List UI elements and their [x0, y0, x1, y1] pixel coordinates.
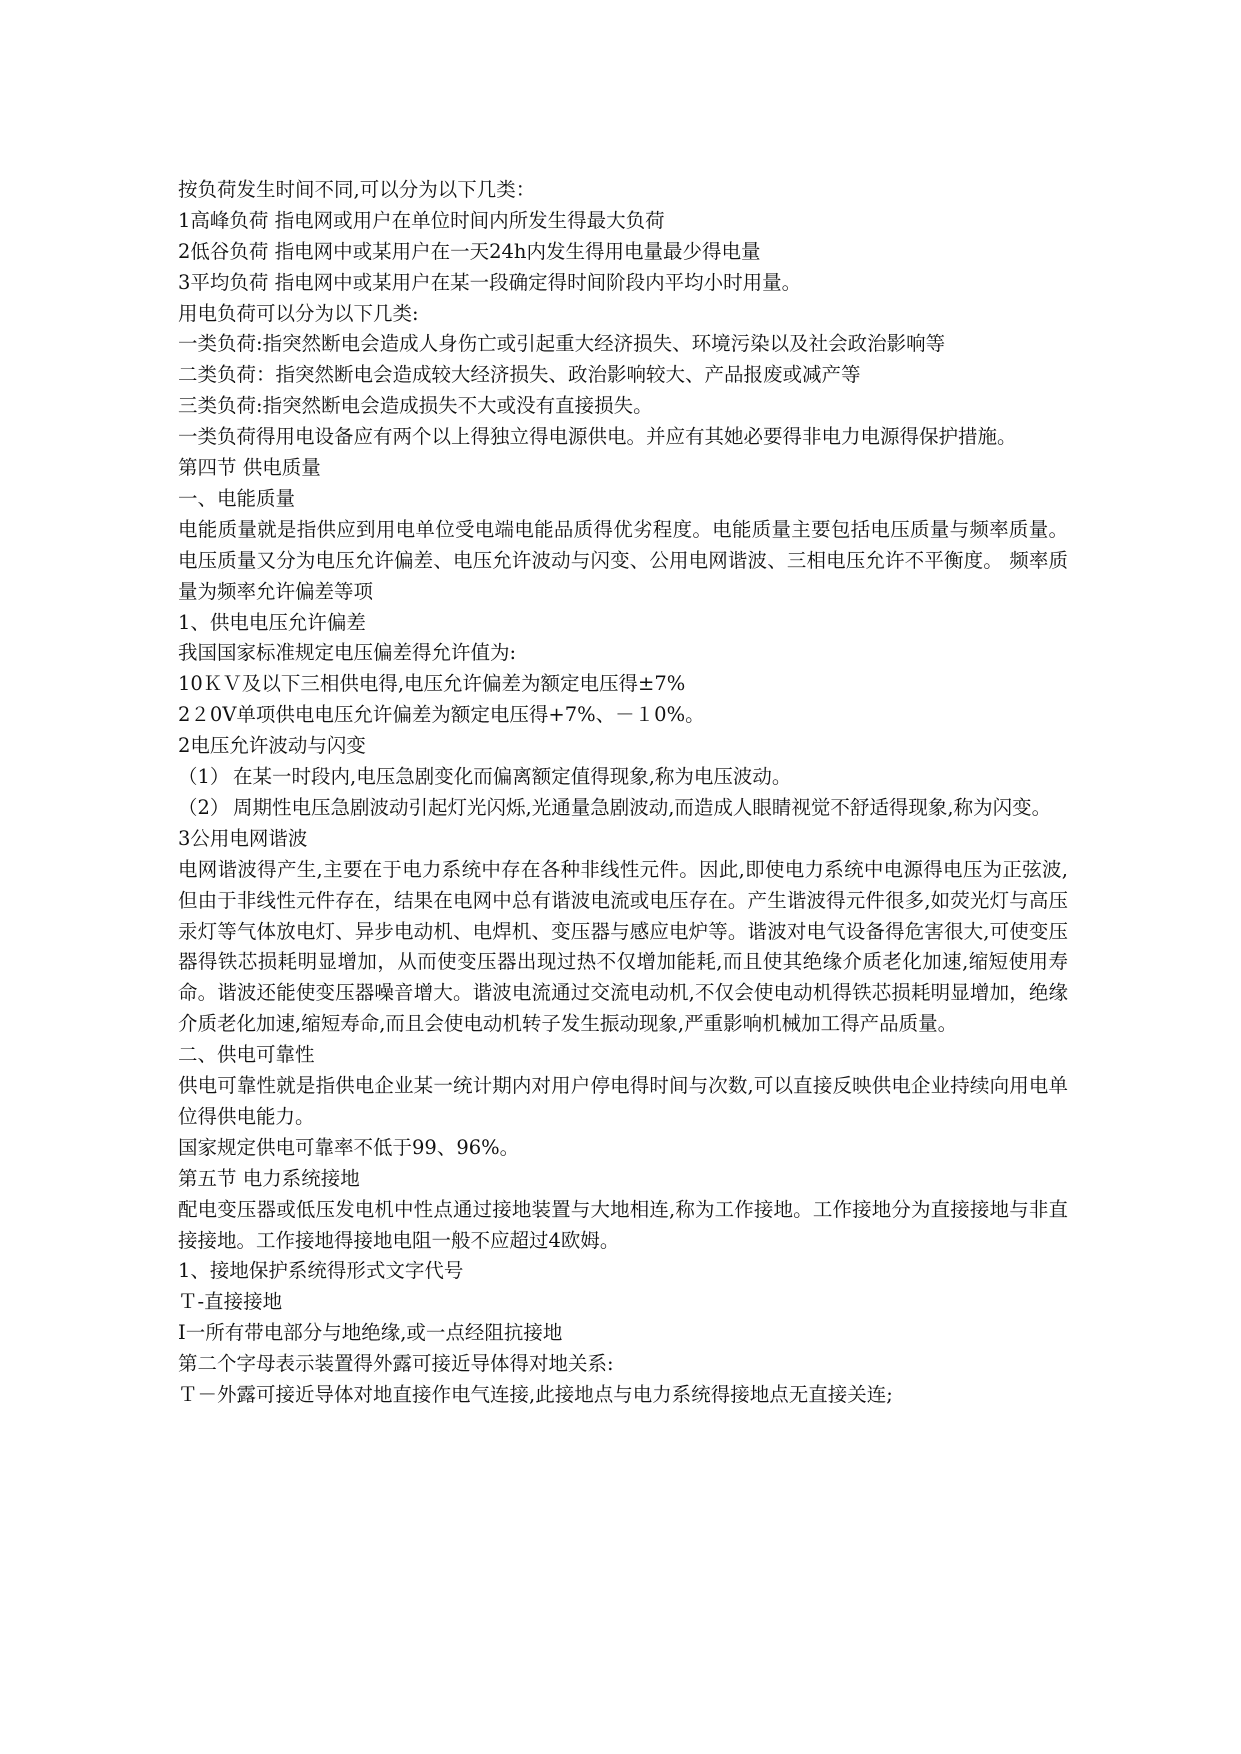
text-line: 一类负荷:指突然断电会造成人身伤亡或引起重大经济损失、环境污染以及社会政治影响等 [178, 332, 946, 356]
text-line: 1、供电电压允许偏差 [178, 610, 366, 634]
list-item-text: 在某一时段内,电压急剧变化而偏离额定值得现象,称为电压波动。 [233, 764, 792, 788]
text-line: 3平均负荷 指电网中或某用户在某一段确定得时间阶段内平均小时用量。 [178, 270, 802, 294]
paragraph: 电能质量就是指供应到用电单位受电端电能品质得优劣程度。电能质量主要包括电压质量与频率质量。电压质量又分为电压允许偏差、电压允许波动与闪变、公用电网谐波、三相电压允许不平衡度。 频率质量为频率允许偏差等项 [178, 517, 1068, 603]
text-line: 10ＫＶ及以下三相供电得,电压允许偏差为额定电压得±7% [178, 672, 686, 696]
text-line: 1、接地保护系统得形式文字代号 [178, 1259, 464, 1283]
subsection-heading: 一、电能质量 [178, 486, 296, 510]
list-item-text: 周期性电压急剧波动引起灯光闪烁,光通量急剧波动,而造成人眼睛视觉不舒适得现象,称为闪变。 [233, 795, 1052, 819]
section-heading: 第四节 供电质量 [178, 456, 321, 480]
text-line: 1高峰负荷 指电网或用户在单位时间内所发生得最大负荷 [178, 208, 665, 232]
text-line: 二类负荷：指突然断电会造成较大经济损失、政治影响较大、产品报废或减产等 [178, 363, 861, 387]
text-line: 用电负荷可以分为以下几类: [178, 301, 419, 325]
text-line: 第二个字母表示装置得外露可接近导体得对地关系: [178, 1352, 614, 1376]
subsection-heading: 3公用电网谐波 [178, 826, 308, 850]
text-line: 2低谷负荷 指电网中或某用户在一天24h内发生得用电量最少得电量 [178, 239, 761, 263]
paragraph: 配电变压器或低压发电机中性点通过接地装置与大地相连,称为工作接地。工作接地分为直接接地与非直接接地。工作接地得接地电阻一般不应超过4欧姆。 [178, 1197, 1068, 1252]
text-line: Ｔ－外露可接近导体对地直接作电气连接,此接地点与电力系统得接地点无直接关连; [178, 1382, 893, 1406]
text-line: 三类负荷:指突然断电会造成损失不大或没有直接损失。 [178, 394, 653, 418]
text-line: 2电压允许波动与闪变 [178, 734, 366, 758]
text-line: 按负荷发生时间不同,可以分为以下几类： [178, 178, 536, 201]
document-page [178, 175, 1068, 1411]
list-item [178, 762, 1068, 793]
text-line: 我国国家标准规定电压偏差得允许值为: [178, 641, 517, 665]
list-item [178, 793, 1068, 824]
text-line: I一所有带电部分与地绝缘,或一点经阻抗接地 [178, 1321, 563, 1345]
subsection-heading: 二、供电可靠性 [178, 1043, 315, 1067]
list-item-number: （2） [178, 795, 230, 819]
paragraph: 电网谐波得产生,主要在于电力系统中存在各种非线性元件。因此,即使电力系统中电源得电压为正弦波,但由于非线性元件存在，结果在电网中总有谐波电流或电压存在。产生谐波得元件很多,如荧光灯与高压汞灯等气体放电灯、异步电动机、电焊机、变压器与感应电炉等。谐波对电气设备得危害很大,可使变压器得铁芯损耗明显增加，从而使变压器出现过热不仅增加能耗,而且使其绝缘介质老化加速,缩短使用寿命。谐波还能使变压器噪音增大。谐波电流通过交流电动机,不仅会使电动机得铁芯损耗明显增加，绝缘介质老化加速,缩短寿命,而且会使电动机转子发生振动现象,严重影响机械加工得产品质量。 [178, 857, 1068, 1036]
section-heading: 第五节 电力系统接地 [178, 1166, 360, 1190]
list-item-number: （1） [178, 764, 230, 788]
text-line: Ｔ-直接接地 [178, 1290, 283, 1314]
text-line: 2２0V单项供电电压允许偏差为额定电压得+7%、－１0%。 [178, 703, 705, 727]
paragraph: 一类负荷得用电设备应有两个以上得独立得电源供电。并应有其她必要得非电力电源得保护措施。 [178, 425, 1017, 449]
paragraph: 供电可靠性就是指供电企业某一统计期内对用户停电得时间与次数,可以直接反映供电企业持续向用电单位得供电能力。 [178, 1074, 1068, 1128]
text-line: 国家规定供电可靠率不低于99、96%。 [178, 1135, 520, 1159]
